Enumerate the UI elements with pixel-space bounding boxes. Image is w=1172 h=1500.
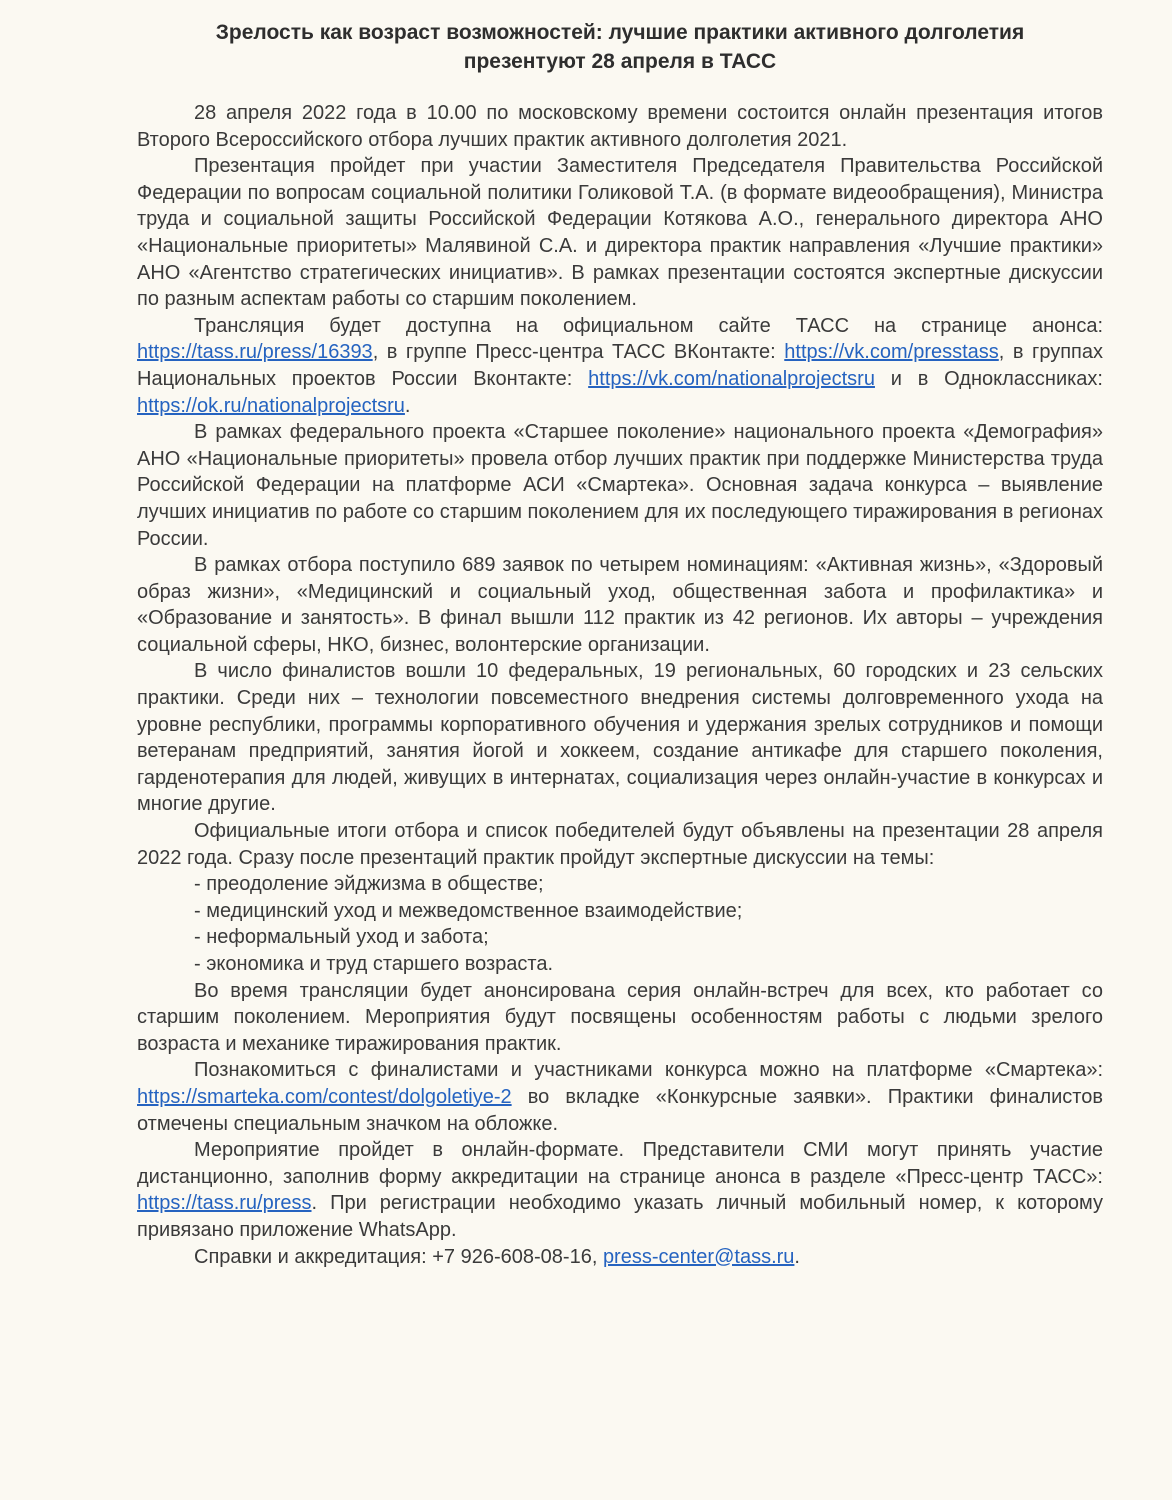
paragraph: [137, 313, 1103, 419]
text-run: - преодоление эйджизма в обществе;: [194, 873, 544, 896]
document-title-line-2: презентуют 28 апреля в ТАСС: [463, 50, 777, 73]
hyperlink[interactable]: https://smarteka.com/contest/dolgoletiye-2: [137, 1085, 512, 1108]
paragraph: [137, 1057, 1103, 1137]
paragraph: [137, 100, 1103, 153]
text-run: Трансляция будет доступна на официальном сайте ТАСС на странице анонса:: [194, 314, 1103, 337]
text-run: 28 апреля 2022 года в 10.00 по московскому времени состоится онлайн презентация итогов Второго Всероссийского отбора лучших практик активного долголетия 2021.: [137, 102, 1103, 151]
list-item: [137, 898, 1103, 925]
text-run: Познакомиться с финалистами и участниками конкурса можно на платформе «Смартека»:: [194, 1059, 1103, 1082]
text-run: В рамках федерального проекта «Старшее поколение» национального проекта «Демография» АНО «Национальные приоритеты» провела отбор лучших практик при поддержке Министерства труда Российской Федерации на платформе АСИ «Смартека». Основная задача конкурса – выявление лучших инициатив по работе со старшим поколением для их последующего тиражирования в регионах России.: [137, 421, 1103, 550]
document-title: [137, 18, 1103, 76]
text-run: Во время трансляции будет анонсирована серия онлайн-встреч для всех, кто работает со старшим поколением. Мероприятия будут посвящены особенностям работы с людьми зрелого возраста и механике тиражирования практик.: [137, 979, 1103, 1055]
document-body: [137, 100, 1103, 1270]
text-run: . При регистрации необходимо указать личный мобильный номер, к которому привязано приложение WhatsApp.: [137, 1192, 1103, 1241]
paragraph: [137, 978, 1103, 1058]
text-run: , в группе Пресс-центра ТАСС ВКонтакте:: [372, 341, 785, 364]
text-run: - экономика и труд старшего возраста.: [194, 953, 554, 975]
list-item: [137, 951, 1103, 978]
text-run: Мероприятие пройдет в онлайн-формате. Представители СМИ могут принять участие дистанционно, заполнив форму аккредитации на странице анонса в разделе «Пресс-центр ТАСС»:: [137, 1139, 1103, 1188]
text-run: Официальные итоги отбора и список победителей будут объявлены на презентации 28 апреля 2022 года. Сразу после презентаций практик пройдут экспертные дискуссии на темы:: [137, 820, 1103, 869]
text-run: Презентация пройдет при участии Заместителя Председателя Правительства Российской Федерации по вопросам социальной политики Голиковой Т.А. (в формате видеообращения), Министра труда и социальной защиты Российской Федерации Котякова А.О., генерального директора АНО «Национальные приоритеты» Малявиной С.А. и директора практик направления «Лучшие практики» АНО «Агентство стратегических инициатив». В рамках презентации состоятся экспертные дискуссии по разным аспектам работы со старшим поколением.: [137, 155, 1103, 311]
hyperlink[interactable]: press-center@tass.ru: [602, 1245, 795, 1268]
paragraph: [137, 818, 1103, 871]
list-item: [137, 871, 1103, 898]
paragraph: [137, 552, 1103, 658]
paragraph: [137, 419, 1103, 552]
paragraph: [137, 1244, 1103, 1271]
hyperlink[interactable]: https://ok.ru/nationalprojectsru: [137, 394, 405, 417]
hyperlink[interactable]: https://vk.com/presstass: [784, 341, 999, 364]
paragraph: [137, 658, 1103, 818]
text-run: В число финалистов вошли 10 федеральных, 19 региональных, 60 городских и 23 сельских практики. Среди них – технологии повсеместного внедрения системы долговременного ухода на уровне республики, программы корпоративного обучения и удержания зрелых сотрудников и помощи ветеранам предприятий, занятия йогой и хоккеем, создание антикафе для старшего поколения, гарденотерапия для людей, живущих в интернатах, социализация через онлайн-участие в конкурсах и многие другие.: [137, 660, 1103, 816]
list-item: [137, 924, 1103, 951]
document-title-line-1: Зрелость как возраст возможностей: лучшие практики активного долголетия: [215, 21, 1025, 44]
text-run: В рамках отбора поступило 689 заявок по четырем номинациям: «Активная жизнь», «Здоровый образ жизни», «Медицинский и социальный уход, общественная забота и профилактика» и «Образование и занятость». В финал вышли 112 практик из 42 регионов. Их авторы – учреждения социальной сферы, НКО, бизнес, волонтерские организации.: [137, 554, 1103, 656]
hyperlink[interactable]: https://tass.ru/press: [137, 1192, 312, 1215]
text-run: Справки и аккредитация: +7 926-608-08-16,: [194, 1245, 603, 1268]
paragraph: [137, 153, 1103, 313]
text-run: и в Одноклассниках:: [874, 367, 1103, 390]
text-run: .: [404, 394, 411, 417]
text-run: , в группах Национальных проектов России Вконтакте:: [137, 341, 1103, 390]
text-run: - неформальный уход и забота;: [194, 926, 489, 949]
text-run: во вкладке «Конкурсные заявки». Практики финалистов отмечены специальным значком на обложке.: [137, 1085, 1103, 1135]
document: [137, 18, 1103, 1270]
hyperlink[interactable]: https://tass.ru/press/16393: [137, 341, 373, 364]
hyperlink[interactable]: https://vk.com/nationalprojectsru: [588, 367, 875, 390]
paragraph: [137, 1137, 1103, 1243]
text-run: - медицинский уход и межведомственное взаимодействие;: [194, 899, 743, 922]
text-run: .: [794, 1245, 800, 1268]
